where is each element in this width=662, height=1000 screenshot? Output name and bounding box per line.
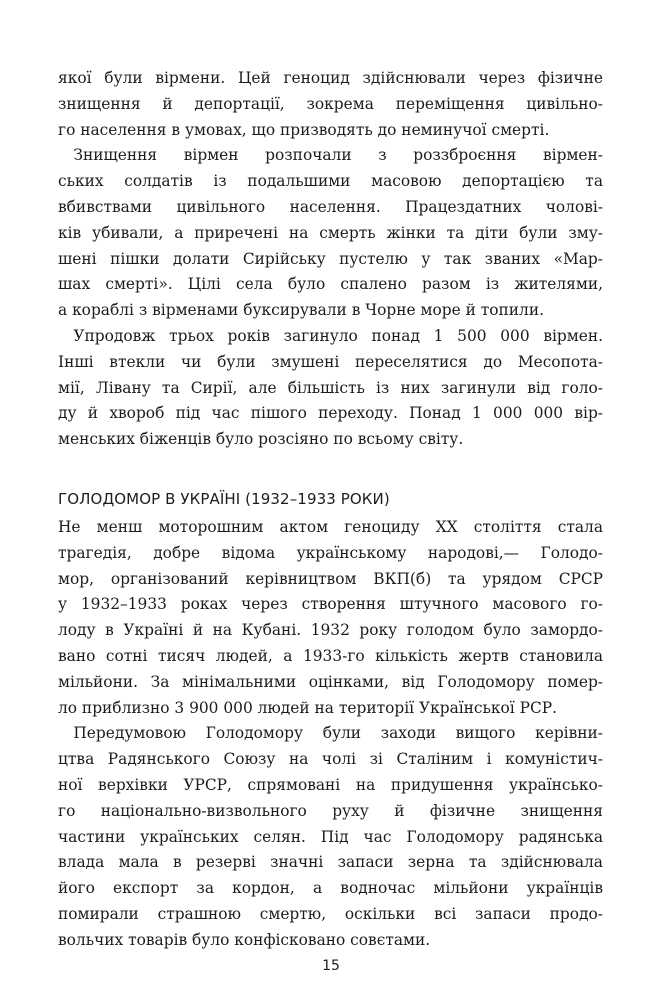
- text-line: ків убивали, а приречені на смерть жінки та діти були зму-: [58, 223, 603, 242]
- text-line: помирали страшною смертю, оскільки всі запаси продо-: [58, 904, 603, 923]
- text-line: мії, Лівану та Сирії, але більшість із них загинули від голо-: [58, 378, 603, 397]
- text-line: ських солдатів із подальшими масовою депортацією та: [58, 172, 603, 191]
- text-line: його експорт за кордон, а водночас мільйони українців: [58, 879, 603, 898]
- text-line: мільйони. За мінімальними оцінками, від Голодомору помер-: [58, 672, 603, 691]
- text-block-holodomor: [58, 515, 603, 954]
- paragraph: [58, 721, 603, 953]
- text-line: шені пішки долати Сирійську пустелю у так званих «Мар-: [58, 249, 603, 268]
- text-block-armenian-genocide: [58, 66, 603, 453]
- text-line: Упродовж трьох років загинуло понад 1 500 000 вірмен.: [73, 326, 603, 345]
- text-line: вбивствами цивільного населення. Працездатних чолові-: [58, 197, 603, 216]
- text-line: Інші втекли чи були змушені переселятися до Месопота-: [58, 352, 603, 371]
- text-line: ної верхівки УРСР, спрямовані на придушення українсько-: [58, 775, 603, 794]
- text-line: Не менш моторошним актом геноциду XX століття стала: [58, 517, 603, 536]
- page-body: [58, 66, 603, 954]
- text-line: шах смерті». Цілі села було спалено разом із жителями,: [58, 275, 603, 294]
- paragraph: [58, 324, 603, 453]
- text-line: лоду в Україні й на Кубані. 1932 року голодом було замордо-: [58, 621, 603, 640]
- text-line: вано сотні тисяч людей, а 1933-го кількість жертв становила: [58, 646, 603, 665]
- text-line: цтва Радянського Союзу на чолі зі Сталіним і комуністич-: [58, 750, 603, 769]
- text-line: у 1932–1933 роках через створення штучного масового го-: [58, 595, 603, 614]
- text-line: мор, організований керівництвом ВКП(б) та урядом СРСР: [58, 569, 603, 588]
- paragraph: [58, 66, 603, 143]
- page-number: 15: [322, 958, 340, 974]
- text-line: частини українських селян. Під час Голодомору радянська: [58, 827, 603, 846]
- text-line: трагедія, добре відома українському народові,— Голодо-: [58, 543, 603, 562]
- paragraph: [58, 515, 603, 721]
- text-line: Знищення вірмен розпочали з роззброєння вірмен-: [73, 146, 603, 165]
- text-line: Передумовою Голодомору були заходи вищого керівни-: [73, 724, 603, 743]
- text-line: а кораблі з вірменами буксирували в Чорне море й топили.: [58, 301, 544, 320]
- text-line: ду й хвороб під час пішого переходу. Понад 1 000 000 вір-: [58, 404, 603, 423]
- text-line: якої були вірмени. Цей геноцид здійснювали через фізичне: [58, 69, 603, 87]
- text-line: ло приблизно 3 900 000 людей на території Української РСР.: [58, 698, 558, 717]
- text-line: го національно-визвольного руху й фізичне знищення: [58, 801, 603, 820]
- text-line: вольчих товарів було конфісковано совєтами.: [58, 930, 431, 949]
- text-line: влада мала в резерві значні запаси зерна та здійснювала: [58, 853, 603, 872]
- text-line: го населення в умовах, що призводять до неминучої смерті.: [58, 120, 550, 139]
- text-line: знищення й депортації, зокрема переміщення цивільно-: [58, 94, 603, 113]
- paragraph: [58, 143, 603, 324]
- section-heading: ГОЛОДОМОР В УКРАЇНІ (1932–1933 РОКИ): [58, 489, 390, 508]
- text-line: менських біженців було розсіяно по всьому світу.: [58, 430, 464, 449]
